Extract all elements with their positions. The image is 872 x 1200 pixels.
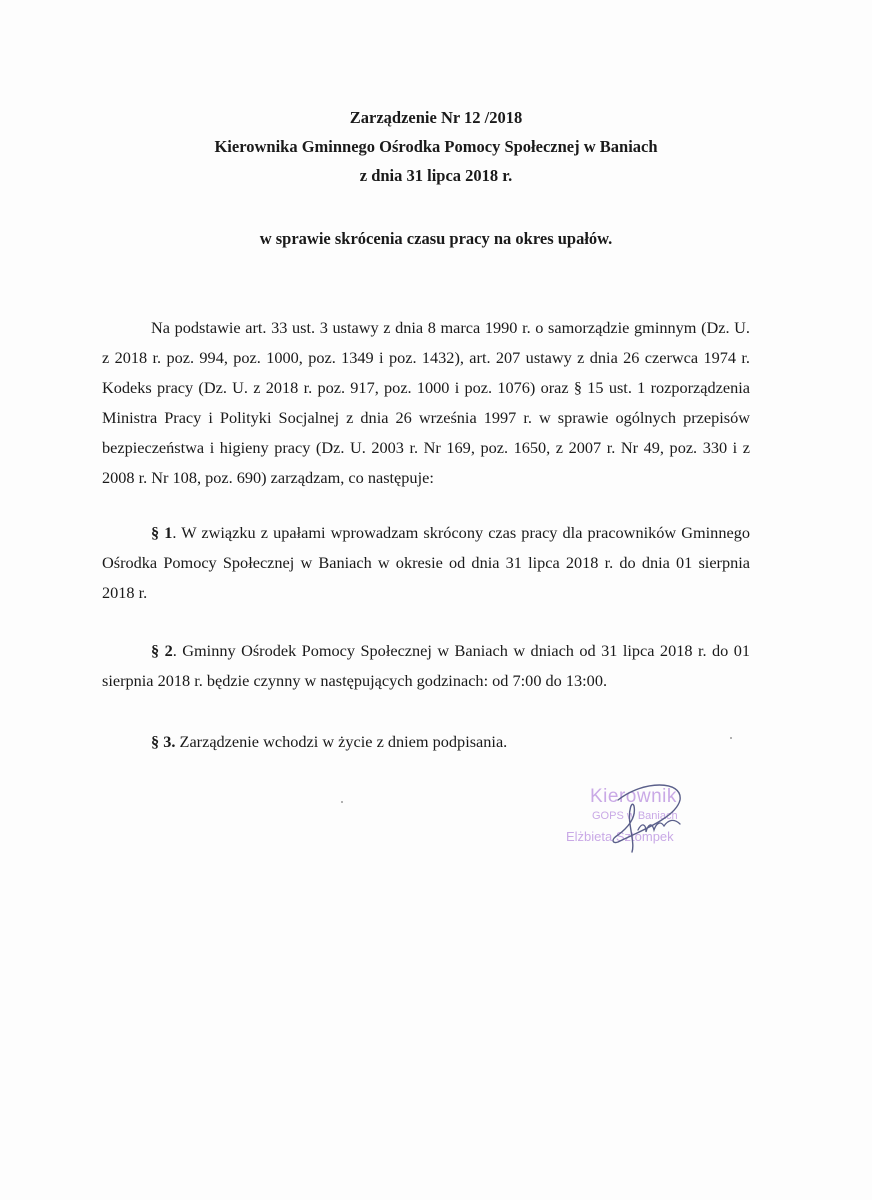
- handwritten-signature: [588, 780, 698, 860]
- section-2-paragraph: § 2. Gminny Ośrodek Pomocy Społecznej w Baniach w dniach od 31 lipca 2018 r. do 01 sierpnia 2018 r. będzie czynny w następujących godzinach: od 7:00 do 13:00.: [102, 641, 750, 690]
- stamp-office: GOPS w Baniach: [592, 810, 678, 822]
- stamp-name: Elżbieta Sztompek: [566, 829, 674, 844]
- section-3-text: Zarządzenie wchodzi w życie z dniem podpisania.: [179, 732, 508, 751]
- heading-order-number: Zarządzenie Nr 12 /2018: [349, 108, 523, 127]
- section-1-label: § 1: [151, 523, 173, 542]
- section-2-label: § 2: [151, 641, 173, 660]
- preamble-paragraph: [102, 313, 750, 493]
- scan-speck: [341, 801, 343, 803]
- document-heading: [0, 103, 872, 190]
- section-3-paragraph: [102, 727, 750, 757]
- preamble-text: Na podstawie art. 33 ust. 3 ustawy z dnia 8 marca 1990 r. o samorządzie gminnym (Dz. U. z 2018 r. poz. 994, poz. 1000, poz. 1349 i poz. 1432), art. 207 ustawy z dnia 26 czerwca 1974 r. Kodeks pracy (Dz. U. z 2018 r. poz. 917, poz. 1000 i poz. 1076) oraz § 15 ust. 1 rozporządzenia Ministra Pracy i Polityki Socjalnej z dnia 26 września 1997 r. w sprawie ogólnych przepisów bezpieczeństwa i higieny pracy (Dz. U. 2003 r. Nr 169, poz. 1650, z 2007 r. Nr 49, poz. 330 i z 2008 r. Nr 108, poz. 690) zarządzam, co następuje:: [102, 318, 750, 487]
- scan-speck: [730, 737, 732, 739]
- heading-issuer: Kierownika Gminnego Ośrodka Pomocy Społecznej w Baniach: [214, 137, 658, 156]
- section-2-text: Gminny Ośrodek Pomocy Społecznej w Baniach w dniach od 31 lipca 2018 r. do 01 sierpnia 2018 r. będzie czynny w następujących godzinach: od 7:00 do 13:00.: [102, 641, 750, 690]
- stamp-title: Kierownik: [590, 786, 677, 807]
- heading-date: z dnia 31 lipca 2018 r.: [359, 166, 513, 185]
- section-3-label: § 3.: [151, 732, 176, 751]
- document-subject: w sprawie skrócenia czasu pracy na okres upałów.: [259, 229, 613, 248]
- section-1-paragraph: § 1. W związku z upałami wprowadzam skrócony czas pracy dla pracowników Gminnego Ośrodka Pomocy Społecznej w Baniach w okresie od dnia 31 lipca 2018 r. do dnia 01 sierpnia 2018 r.: [102, 523, 750, 602]
- section-1-text: W związku z upałami wprowadzam skrócony czas pracy dla pracowników Gminnego Ośrodka Pomocy Społecznej w Baniach w okresie od dnia 31 lipca 2018 r. do dnia 01 sierpnia 2018 r.: [102, 523, 750, 602]
